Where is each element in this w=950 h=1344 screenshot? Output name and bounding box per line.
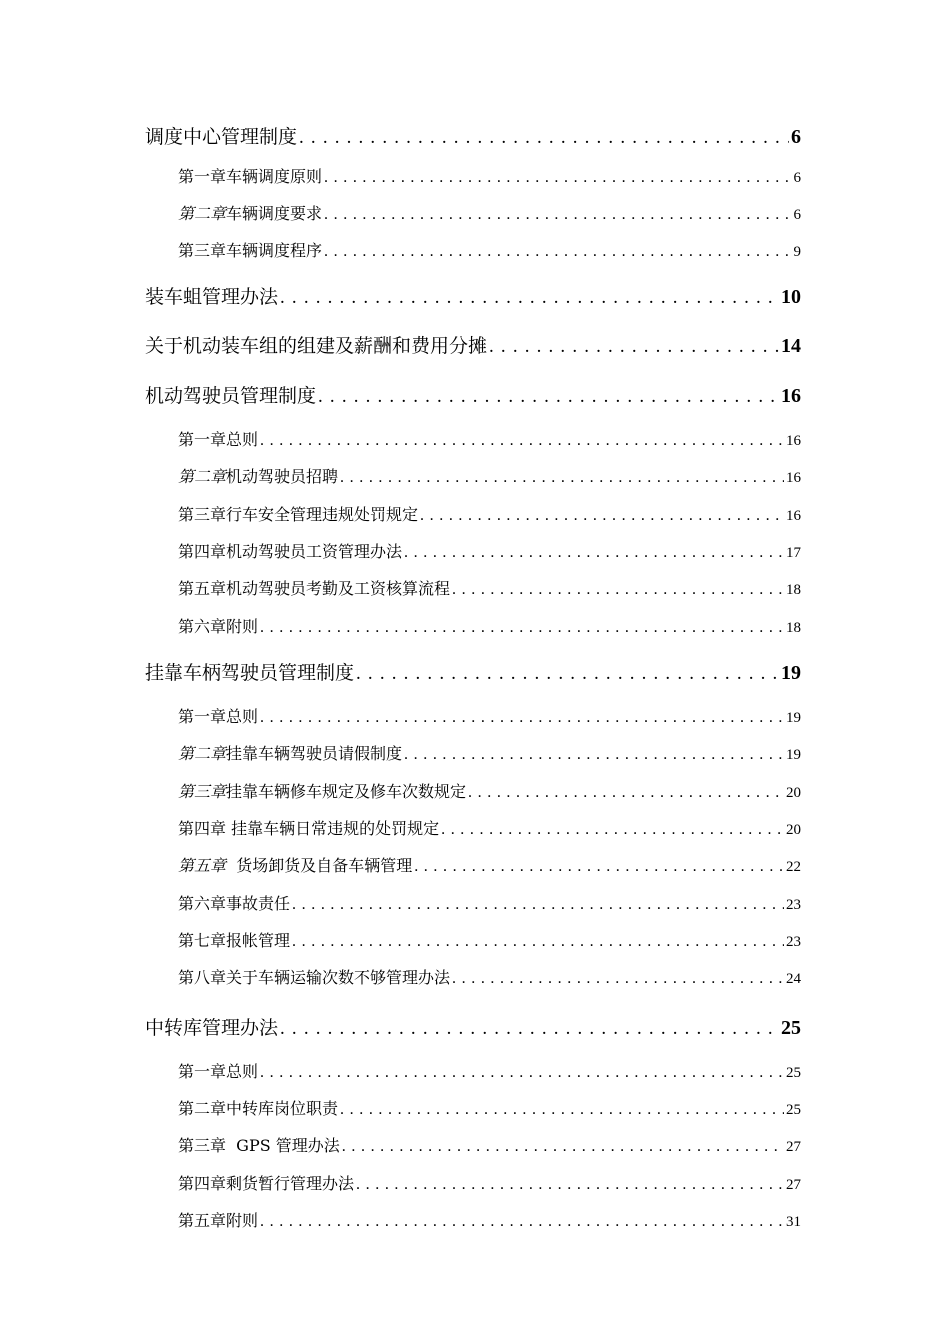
toc-entry-title: 装车蛆管理办法 <box>145 286 279 308</box>
toc-entry-page: 10 <box>781 286 801 308</box>
dot-leader <box>290 896 784 914</box>
dot-leader <box>450 581 784 599</box>
toc-entry-page: 20 <box>786 785 801 801</box>
toc-entry-page: 25 <box>786 1065 801 1081</box>
dot-leader <box>258 619 784 637</box>
toc-entry-prefix: 第二章 <box>178 204 227 223</box>
toc-entry-level2[interactable] <box>178 238 801 261</box>
toc-entry-title: 第五章机动驾驶员考勤及工资核算流程 <box>178 579 451 598</box>
toc-entry-page: 18 <box>786 620 801 636</box>
toc-entry-page: 6 <box>793 207 801 223</box>
toc-entry-page: 17 <box>786 545 801 561</box>
toc-entry-level2[interactable] <box>178 779 801 802</box>
toc-entry-title: 第三章 GPS 管理办法 <box>178 1136 340 1155</box>
toc-entry-prefix: 第二章 <box>178 467 227 486</box>
toc-entry-level2[interactable] <box>178 965 801 988</box>
toc-entry-page: 19 <box>786 747 801 763</box>
toc-entry-level1[interactable] <box>145 658 801 685</box>
toc-entry-title-text: 挂靠车辆修车规定及修车次数规定 <box>226 782 467 801</box>
dot-leader <box>418 507 784 525</box>
toc-entry-level2[interactable] <box>178 576 801 599</box>
toc-entry-page: 16 <box>786 508 801 524</box>
toc-entry-level1[interactable] <box>145 122 801 149</box>
toc-entry-title: 第一章总则 <box>178 1062 259 1081</box>
dot-leader <box>290 933 784 951</box>
dot-leader <box>278 287 779 309</box>
toc-entry-title: 第七章报帐管理 <box>178 931 291 950</box>
toc-entry-page: 16 <box>781 385 801 407</box>
toc-entry-level2[interactable] <box>178 1133 801 1156</box>
dot-leader <box>322 206 791 224</box>
dot-leader <box>258 709 784 727</box>
toc-entry-level2[interactable] <box>178 741 801 764</box>
toc-entry-page: 25 <box>786 1102 801 1118</box>
toc-entry-title: 第八章关于车辆运输次数不够管理办法 <box>178 968 451 987</box>
toc-entry-prefix: 第二章 <box>178 744 227 763</box>
toc-entry-title <box>178 853 412 876</box>
dot-leader <box>258 1064 784 1082</box>
toc-entry-title: 第六章附则 <box>178 617 259 636</box>
toc-entry-page: 24 <box>786 971 801 987</box>
dot-leader <box>354 1176 784 1194</box>
dot-leader <box>322 169 791 187</box>
toc-entry-title: 第一章总则 <box>178 430 259 449</box>
toc-entry-title <box>178 741 402 764</box>
toc-entry-title <box>178 464 338 487</box>
toc-entry-level2[interactable] <box>178 816 801 839</box>
toc-entry-title: 机动驾驶员管理制度 <box>145 385 317 407</box>
toc-entry-level1[interactable] <box>145 381 801 408</box>
toc-entry-page: 19 <box>786 710 801 726</box>
toc-entry-title: 关于机动装车组的组建及薪酬和费用分摊 <box>145 335 488 357</box>
toc-entry-page: 22 <box>786 859 801 875</box>
dot-leader <box>297 127 789 149</box>
toc-entry-level2[interactable] <box>178 853 801 876</box>
toc-entry-page: 14 <box>781 335 801 357</box>
toc-entry-page: 27 <box>786 1139 801 1155</box>
dot-leader <box>354 663 779 685</box>
dot-leader <box>258 1213 784 1231</box>
toc-entry-page: 9 <box>793 244 801 260</box>
toc-entry-level2[interactable] <box>178 201 801 224</box>
toc-entry-page: 27 <box>786 1177 801 1193</box>
dot-leader <box>466 784 784 802</box>
toc-entry-level2[interactable] <box>178 614 801 637</box>
toc-entry-prefix: 第五章 <box>178 856 227 875</box>
toc-entry-level2[interactable] <box>178 704 801 727</box>
dot-leader <box>487 336 779 358</box>
toc-entry-title: 第三章行车安全管理违规处罚规定 <box>178 505 419 524</box>
dot-leader <box>450 970 784 988</box>
toc-entry-page: 25 <box>781 1017 801 1039</box>
toc-entry-title: 第五章附则 <box>178 1211 259 1230</box>
toc-entry-title: 第六章事故责任 <box>178 894 291 913</box>
toc-entry-prefix: 第三章 <box>178 782 227 801</box>
toc-entry-title: 第一章车辆调度原则 <box>178 167 323 186</box>
dot-leader <box>439 821 784 839</box>
toc-entry-title-text: 货场卸货及自备车辆管理 <box>226 856 413 875</box>
dot-leader <box>338 469 784 487</box>
toc-entry-page: 6 <box>793 170 801 186</box>
dot-leader <box>258 432 784 450</box>
dot-leader <box>402 544 784 562</box>
toc-entry-title: 第四章 挂靠车辆日常违规的处罚规定 <box>178 819 440 838</box>
dot-leader <box>340 1138 784 1156</box>
toc-entry-page: 31 <box>786 1214 801 1230</box>
toc-entry-title-text: 挂靠车辆驾驶员请假制度 <box>226 744 403 763</box>
toc-entry-level1[interactable] <box>145 1013 801 1040</box>
toc-entry-page: 16 <box>786 470 801 486</box>
toc-entry-title: 第二章中转库岗位职责 <box>178 1099 339 1118</box>
toc-entry-page: 20 <box>786 822 801 838</box>
toc-entry-title: 中转库管理办法 <box>145 1017 279 1039</box>
toc-entry-level2[interactable] <box>178 539 801 562</box>
dot-leader <box>322 243 791 261</box>
toc-entry-title <box>178 201 322 224</box>
toc-entry-level2[interactable] <box>178 427 801 450</box>
toc-entry-page: 6 <box>791 126 801 148</box>
dot-leader <box>402 746 784 764</box>
toc-entry-level2[interactable] <box>178 502 801 525</box>
dot-leader <box>412 858 784 876</box>
toc-entry-title: 挂靠车柄驾驶员管理制度 <box>145 662 355 684</box>
dot-leader <box>316 386 779 408</box>
toc-entry-title-text: 机动驾驶员招聘 <box>226 467 339 486</box>
toc-entry-level2[interactable] <box>178 1171 801 1194</box>
toc-entry-level2[interactable] <box>178 164 801 187</box>
toc-entry-level2[interactable] <box>178 1059 801 1082</box>
toc-entry-title: 第三章车辆调度程序 <box>178 241 323 260</box>
toc-entry-page: 18 <box>786 582 801 598</box>
toc-entry-level2[interactable] <box>178 891 801 914</box>
toc-entry-page: 23 <box>786 934 801 950</box>
toc-entry-title <box>178 779 466 802</box>
dot-leader <box>278 1018 779 1040</box>
dot-leader <box>338 1101 784 1119</box>
toc-entry-title-text: 车辆调度要求 <box>226 204 323 223</box>
toc-entry-page: 19 <box>781 662 801 684</box>
toc-entry-level2[interactable] <box>178 1096 801 1119</box>
toc-entry-title: 第四章剩货暂行管理办法 <box>178 1174 355 1193</box>
toc-entry-level1[interactable] <box>145 331 801 358</box>
toc-entry-title: 调度中心管理制度 <box>145 126 298 148</box>
toc-entry-page: 16 <box>786 433 801 449</box>
toc-entry-title: 第一章总则 <box>178 707 259 726</box>
toc-entry-level1[interactable] <box>145 282 801 309</box>
toc-entry-level2[interactable] <box>178 464 801 487</box>
toc-entry-page: 23 <box>786 897 801 913</box>
toc-entry-title: 第四章机动驾驶员工资管理办法 <box>178 542 403 561</box>
toc-entry-level2[interactable] <box>178 1208 801 1231</box>
toc-entry-level2[interactable] <box>178 928 801 951</box>
